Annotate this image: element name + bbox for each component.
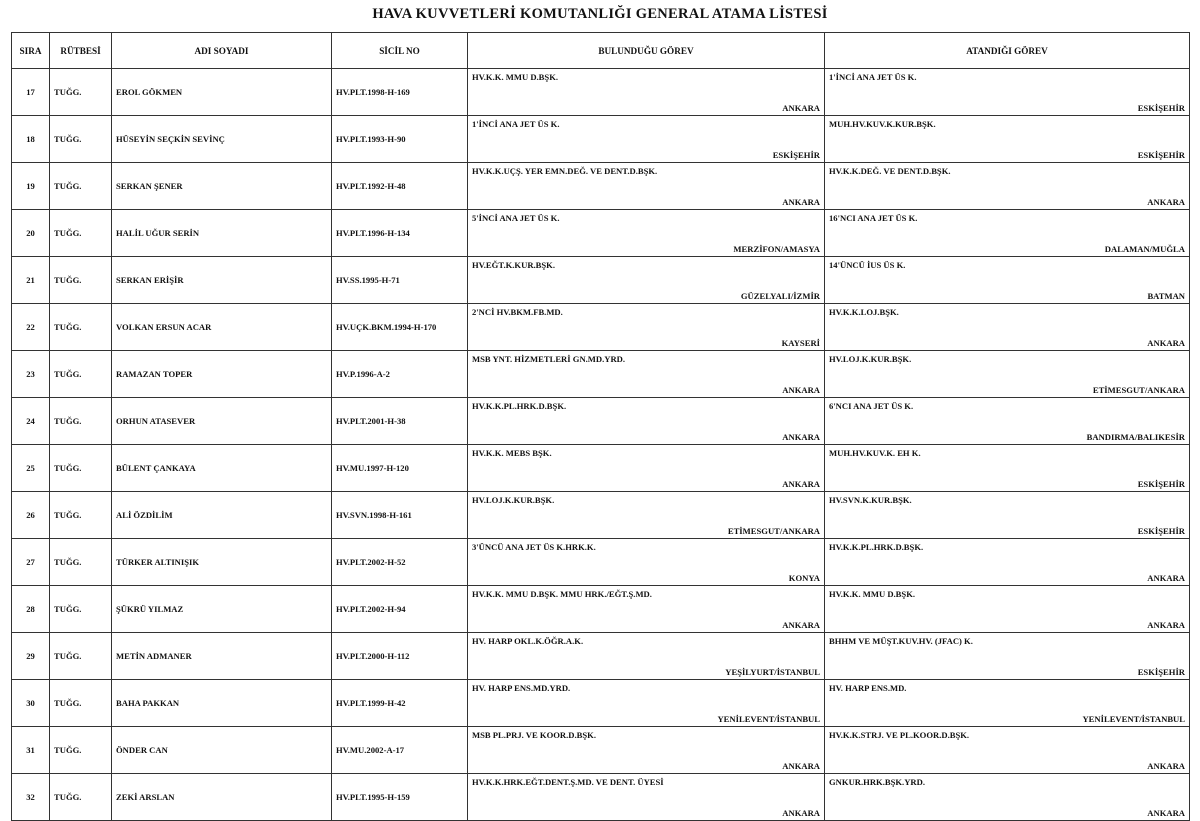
cell-adi-soyadi: BAHA PAKKAN [112, 680, 332, 727]
cell-rutbe: TUĞG. [50, 539, 112, 586]
cell-rutbe: TUĞG. [50, 163, 112, 210]
cell-sira: 29 [12, 633, 50, 680]
bulundugu-gorev-title: HV.K.K. MMU D.BŞK. MMU HRK./EĞT.Ş.MD. [472, 589, 652, 599]
bulundugu-gorev-location: ANKARA [782, 385, 820, 395]
atandigi-gorev-title: HV.K.K.LOJ.BŞK. [829, 307, 899, 317]
cell-atandigi-gorev [825, 633, 1190, 680]
atandigi-gorev-location: BANDIRMA/BALIKESİR [1086, 432, 1185, 442]
cell-atandigi-gorev [825, 257, 1190, 304]
cell-adi-soyadi: ÖNDER CAN [112, 727, 332, 774]
cell-sira: 19 [12, 163, 50, 210]
atandigi-gorev-location: YENİLEVENT/İSTANBUL [1082, 714, 1185, 724]
atandigi-gorev-title: MUH.HV.KUV.K.KUR.BŞK. [829, 119, 936, 129]
cell-atandigi-gorev [825, 586, 1190, 633]
bulundugu-gorev-title: HV.LOJ.K.KUR.BŞK. [472, 495, 555, 505]
atandigi-gorev-title: 6'NCI ANA JET ÜS K. [829, 401, 914, 411]
cell-sicil-no: HV.MU.1997-H-120 [332, 445, 468, 492]
cell-adi-soyadi: SERKAN ŞENER [112, 163, 332, 210]
table-row [12, 351, 1190, 398]
cell-bulundugu-gorev [468, 633, 825, 680]
cell-adi-soyadi: HÜSEYİN SEÇKİN SEVİNÇ [112, 116, 332, 163]
bulundugu-gorev-title: 5'İNCİ ANA JET ÜS K. [472, 213, 560, 223]
cell-rutbe: TUĞG. [50, 398, 112, 445]
cell-sicil-no: HV.PLT.1992-H-48 [332, 163, 468, 210]
cell-bulundugu-gorev [468, 116, 825, 163]
cell-sira: 27 [12, 539, 50, 586]
cell-rutbe: TUĞG. [50, 586, 112, 633]
bulundugu-gorev-location: YEŞİLYURT/İSTANBUL [725, 667, 820, 677]
bulundugu-gorev-title: HV.K.K.UÇŞ. YER EMN.DEĞ. VE DENT.D.BŞK. [472, 166, 658, 176]
header-sicil-no: SİCİL NO [332, 33, 468, 69]
atandigi-gorev-location: ESKİŞEHİR [1137, 526, 1185, 536]
table-row [12, 163, 1190, 210]
cell-sicil-no: HV.PLT.2001-H-38 [332, 398, 468, 445]
cell-rutbe: TUĞG. [50, 351, 112, 398]
atandigi-gorev-title: HV.SVN.K.KUR.BŞK. [829, 495, 912, 505]
cell-rutbe: TUĞG. [50, 445, 112, 492]
bulundugu-gorev-title: HV.K.K. MMU D.BŞK. [472, 72, 559, 82]
header-rutbe: RÜTBESİ [50, 33, 112, 69]
cell-sicil-no: HV.PLT.2002-H-52 [332, 539, 468, 586]
cell-atandigi-gorev [825, 210, 1190, 257]
atandigi-gorev-location: ANKARA [1147, 573, 1185, 583]
cell-bulundugu-gorev [468, 539, 825, 586]
atandigi-gorev-location: ETİMESGUT/ANKARA [1092, 385, 1185, 395]
cell-bulundugu-gorev [468, 492, 825, 539]
cell-sira: 18 [12, 116, 50, 163]
header-atandigi-gorev: ATANDIĞI GÖREV [825, 33, 1190, 69]
bulundugu-gorev-title: HV.K.K. MEBS BŞK. [472, 448, 552, 458]
cell-bulundugu-gorev [468, 69, 825, 116]
table-row [12, 727, 1190, 774]
cell-bulundugu-gorev [468, 304, 825, 351]
cell-rutbe: TUĞG. [50, 304, 112, 351]
cell-atandigi-gorev [825, 727, 1190, 774]
cell-sira: 22 [12, 304, 50, 351]
bulundugu-gorev-title: 3'ÜNCÜ ANA JET ÜS K.HRK.K. [472, 542, 596, 552]
cell-sira: 32 [12, 774, 50, 821]
atandigi-gorev-location: ESKİŞEHİR [1137, 479, 1185, 489]
cell-atandigi-gorev [825, 539, 1190, 586]
table-row [12, 257, 1190, 304]
cell-sicil-no: HV.UÇK.BKM.1994-H-170 [332, 304, 468, 351]
cell-bulundugu-gorev [468, 351, 825, 398]
cell-adi-soyadi: METİN ADMANER [112, 633, 332, 680]
document-title: HAVA KUVVETLERİ KOMUTANLIĞI GENERAL ATAMA LİSTESİ [372, 6, 828, 22]
bulundugu-gorev-location: ANKARA [782, 808, 820, 818]
atandigi-gorev-location: ANKARA [1147, 808, 1185, 818]
table-header-row [12, 33, 1190, 69]
cell-sira: 24 [12, 398, 50, 445]
cell-sira: 17 [12, 69, 50, 116]
cell-rutbe: TUĞG. [50, 69, 112, 116]
bulundugu-gorev-location: ETİMESGUT/ANKARA [727, 526, 820, 536]
cell-bulundugu-gorev [468, 586, 825, 633]
bulundugu-gorev-title: 2'NCİ HV.BKM.FB.MD. [472, 307, 563, 317]
bulundugu-gorev-title: HV.K.K.PL.HRK.D.BŞK. [472, 401, 567, 411]
cell-adi-soyadi: HALİL UĞUR SERİN [112, 210, 332, 257]
cell-sira: 20 [12, 210, 50, 257]
cell-bulundugu-gorev [468, 727, 825, 774]
atandigi-gorev-title: HV.LOJ.K.KUR.BŞK. [829, 354, 912, 364]
cell-atandigi-gorev [825, 69, 1190, 116]
cell-sicil-no: HV.PLT.1999-H-42 [332, 680, 468, 727]
table-row [12, 680, 1190, 727]
cell-atandigi-gorev [825, 445, 1190, 492]
cell-bulundugu-gorev [468, 210, 825, 257]
cell-adi-soyadi: VOLKAN ERSUN ACAR [112, 304, 332, 351]
table-row [12, 398, 1190, 445]
cell-adi-soyadi: ORHUN ATASEVER [112, 398, 332, 445]
bulundugu-gorev-title: HV. HARP OKL.K.ÖĞR.A.K. [472, 636, 584, 646]
table-row [12, 116, 1190, 163]
assignment-table [11, 32, 1190, 821]
cell-adi-soyadi: ŞÜKRÜ YILMAZ [112, 586, 332, 633]
atandigi-gorev-title: HV.K.K.STRJ. VE PL.KOOR.D.BŞK. [829, 730, 970, 740]
cell-atandigi-gorev [825, 398, 1190, 445]
cell-rutbe: TUĞG. [50, 727, 112, 774]
cell-bulundugu-gorev [468, 445, 825, 492]
cell-rutbe: TUĞG. [50, 680, 112, 727]
cell-rutbe: TUĞG. [50, 633, 112, 680]
atandigi-gorev-location: ESKİŞEHİR [1137, 667, 1185, 677]
bulundugu-gorev-location: ANKARA [782, 103, 820, 113]
atandigi-gorev-title: GNKUR.HRK.BŞK.YRD. [829, 777, 925, 787]
cell-sira: 21 [12, 257, 50, 304]
cell-adi-soyadi: ZEKİ ARSLAN [112, 774, 332, 821]
header-bulundugu-gorev: BULUNDUĞU GÖREV [468, 33, 825, 69]
atandigi-gorev-title: BHHM VE MÜŞT.KUV.HV. (JFAC) K. [829, 636, 973, 646]
cell-sicil-no: HV.PLT.1993-H-90 [332, 116, 468, 163]
cell-bulundugu-gorev [468, 680, 825, 727]
cell-sira: 26 [12, 492, 50, 539]
cell-adi-soyadi: ALİ ÖZDİLİM [112, 492, 332, 539]
cell-rutbe: TUĞG. [50, 210, 112, 257]
atandigi-gorev-location: BATMAN [1147, 291, 1185, 301]
atandigi-gorev-title: 16'NCI ANA JET ÜS K. [829, 213, 918, 223]
bulundugu-gorev-location: ESKİŞEHİR [772, 150, 820, 160]
cell-adi-soyadi: SERKAN ERİŞİR [112, 257, 332, 304]
cell-atandigi-gorev [825, 774, 1190, 821]
bulundugu-gorev-location: ANKARA [782, 761, 820, 771]
cell-sicil-no: HV.PLT.1996-H-134 [332, 210, 468, 257]
cell-sicil-no: HV.PLT.2002-H-94 [332, 586, 468, 633]
cell-adi-soyadi: TÜRKER ALTINIŞIK [112, 539, 332, 586]
atandigi-gorev-title: HV.K.K.PL.HRK.D.BŞK. [829, 542, 924, 552]
table-row [12, 633, 1190, 680]
table-row [12, 210, 1190, 257]
cell-atandigi-gorev [825, 163, 1190, 210]
atandigi-gorev-location: ANKARA [1147, 338, 1185, 348]
atandigi-gorev-title: HV.K.K.DEĞ. VE DENT.D.BŞK. [829, 166, 951, 176]
cell-rutbe: TUĞG. [50, 257, 112, 304]
cell-bulundugu-gorev [468, 163, 825, 210]
bulundugu-gorev-title: HV. HARP ENS.MD.YRD. [472, 683, 571, 693]
cell-rutbe: TUĞG. [50, 116, 112, 163]
cell-sicil-no: HV.SVN.1998-H-161 [332, 492, 468, 539]
cell-bulundugu-gorev [468, 398, 825, 445]
cell-atandigi-gorev [825, 116, 1190, 163]
header-adi-soyadi: ADI SOYADI [112, 33, 332, 69]
atandigi-gorev-location: ANKARA [1147, 620, 1185, 630]
bulundugu-gorev-location: ANKARA [782, 479, 820, 489]
cell-adi-soyadi: RAMAZAN TOPER [112, 351, 332, 398]
cell-sicil-no: HV.PLT.2000-H-112 [332, 633, 468, 680]
atandigi-gorev-location: DALAMAN/MUĞLA [1104, 244, 1185, 254]
atandigi-gorev-location: ESKİŞEHİR [1137, 150, 1185, 160]
table-row [12, 492, 1190, 539]
cell-adi-soyadi: EROL GÖKMEN [112, 69, 332, 116]
bulundugu-gorev-location: MERZİFON/AMASYA [733, 244, 820, 254]
cell-sira: 30 [12, 680, 50, 727]
table-row [12, 586, 1190, 633]
cell-atandigi-gorev [825, 304, 1190, 351]
cell-sicil-no: HV.PLT.1998-H-169 [332, 69, 468, 116]
cell-atandigi-gorev [825, 680, 1190, 727]
cell-bulundugu-gorev [468, 257, 825, 304]
cell-sira: 31 [12, 727, 50, 774]
atandigi-gorev-location: ANKARA [1147, 197, 1185, 207]
table-row [12, 445, 1190, 492]
cell-sira: 25 [12, 445, 50, 492]
table-row [12, 774, 1190, 821]
cell-bulundugu-gorev [468, 774, 825, 821]
atandigi-gorev-title: HV.K.K. MMU D.BŞK. [829, 589, 916, 599]
bulundugu-gorev-title: 1'İNCİ ANA JET ÜS K. [472, 119, 560, 129]
bulundugu-gorev-title: HV.EĞT.K.KUR.BŞK. [472, 260, 556, 270]
bulundugu-gorev-location: YENİLEVENT/İSTANBUL [717, 714, 820, 724]
header-sira: SIRA [12, 33, 50, 69]
cell-adi-soyadi: BÜLENT ÇANKAYA [112, 445, 332, 492]
table-body [12, 69, 1190, 821]
cell-sicil-no: HV.MU.2002-A-17 [332, 727, 468, 774]
cell-sicil-no: HV.PLT.1995-H-159 [332, 774, 468, 821]
cell-rutbe: TUĞG. [50, 492, 112, 539]
atandigi-gorev-title: HV. HARP ENS.MD. [829, 683, 907, 693]
atandigi-gorev-title: 1'İNCİ ANA JET ÜS K. [829, 72, 917, 82]
cell-sira: 23 [12, 351, 50, 398]
bulundugu-gorev-location: ANKARA [782, 197, 820, 207]
table-row [12, 304, 1190, 351]
cell-sicil-no: HV.SS.1995-H-71 [332, 257, 468, 304]
bulundugu-gorev-location: KONYA [788, 573, 820, 583]
cell-atandigi-gorev [825, 492, 1190, 539]
cell-rutbe: TUĞG. [50, 774, 112, 821]
atandigi-gorev-location: ANKARA [1147, 761, 1185, 771]
cell-atandigi-gorev [825, 351, 1190, 398]
bulundugu-gorev-title: HV.K.K.HRK.EĞT.DENT.Ş.MD. VE DENT. ÜYESİ [472, 777, 664, 787]
atandigi-gorev-title: MUH.HV.KUV.K. EH K. [829, 448, 921, 458]
cell-sira: 28 [12, 586, 50, 633]
bulundugu-gorev-location: GÜZELYALI/İZMİR [740, 291, 820, 301]
atandigi-gorev-title: 14'ÜNCÜ İUS ÜS K. [829, 260, 906, 270]
bulundugu-gorev-location: ANKARA [782, 432, 820, 442]
bulundugu-gorev-title: MSB PL.PRJ. VE KOOR.D.BŞK. [472, 730, 596, 740]
table-row [12, 539, 1190, 586]
bulundugu-gorev-location: KAYSERİ [781, 338, 820, 348]
atandigi-gorev-location: ESKİŞEHİR [1137, 103, 1185, 113]
bulundugu-gorev-title: MSB YNT. HİZMETLERİ GN.MD.YRD. [472, 354, 626, 364]
bulundugu-gorev-location: ANKARA [782, 620, 820, 630]
table-row [12, 69, 1190, 116]
cell-sicil-no: HV.P.1996-A-2 [332, 351, 468, 398]
